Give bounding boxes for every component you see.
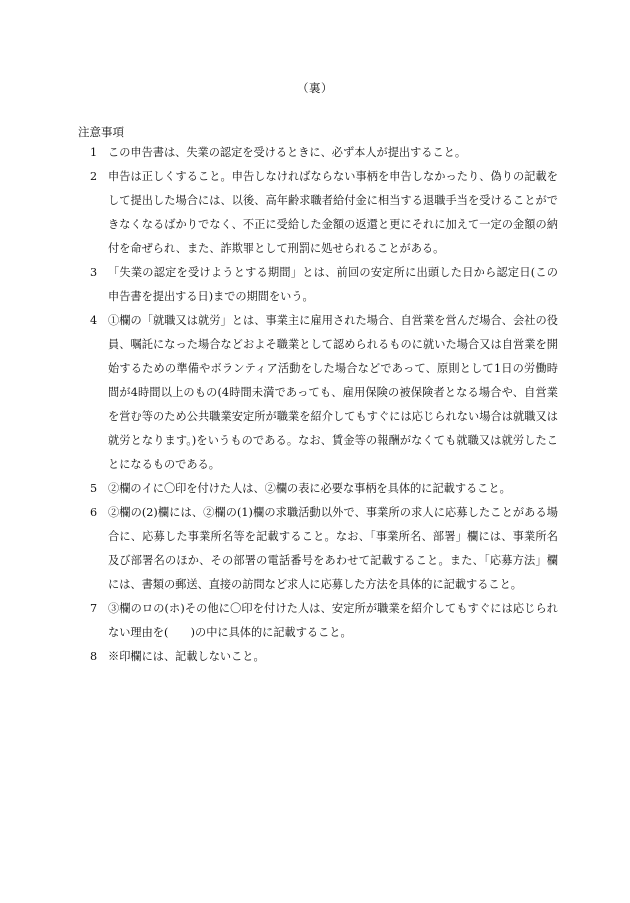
- note-text: 申告は正しくすること。申告しなければならない事柄を申告しなかったり、偽りの記載をして提出した場合には、以後、高年齢求職者給付金に相当する退職手当を受けることができなくなるばかりでなく、不正に受給した金額の返還と更にそれに加えて一定の金額の納付を命ぜられ、また、詐欺罪として刑罰に処せられることがある。: [108, 170, 558, 255]
- note-text: ②欄のイに〇印を付けた人は、②欄の表に必要な事柄を具体的に記載すること。: [108, 482, 511, 495]
- note-text: ①欄の「就職又は就労」とは、事業主に雇用された場合、自営業を営んだ場合、会社の役員、嘱託になった場合などおよそ職業として認められるものに就いた場合又は自営業を開始するための準備やボランティア活動をした場合などであって、原則として1日の労働時間が4時間以上のもの(4時間未満であっても、雇用保険の被保険者となる場合や、自営業を営む等のため公共職業安定所が職業を紹介してもすぐには応じられない場合は就職又は就労となります。)をいうものである。なお、賃金等の報酬がなくても就職又は就労したことになるものである。: [108, 314, 558, 471]
- notes-list: [90, 141, 558, 669]
- note-text: 「失業の認定を受けようとする期間」とは、前回の安定所に出頭した日から認定日(この申告書を提出する日)までの期間をいう。: [108, 266, 558, 303]
- note-number: 8: [90, 650, 98, 663]
- note-text: ③欄のロの(ホ)その他に〇印を付けた人は、安定所が職業を紹介してもすぐには応じられない理由を( )の中に具体的に記載すること。: [108, 602, 558, 639]
- note-item: [90, 645, 558, 669]
- note-number: 4: [90, 314, 98, 327]
- note-number: 7: [90, 602, 98, 615]
- note-item: [90, 477, 558, 501]
- note-item: [90, 309, 558, 477]
- note-number: 6: [90, 506, 98, 519]
- notes-heading: 注意事項: [78, 125, 124, 139]
- note-text: この申告書は、失業の認定を受けるときに、必ず本人が提出すること。: [108, 146, 467, 159]
- page-side-label: （裏）: [297, 81, 333, 95]
- note-item: [90, 261, 558, 309]
- note-item: [90, 165, 558, 261]
- note-number: 3: [90, 266, 98, 279]
- note-text: ②欄の(2)欄には、②欄の(1)欄の求職活動以外で、事業所の求人に応募したことがある場合に、応募した事業所名等を記載すること。なお、「事業所名、部署」欄には、事業所名及び部署名のほか、その部署の電話番号をあわせて記載すること。また、「応募方法」欄には、書類の郵送、直接の訪問など求人に応募した方法を具体的に記載すること。: [108, 506, 558, 591]
- note-item: [90, 501, 558, 597]
- note-item: [90, 141, 558, 165]
- note-number: 1: [90, 146, 98, 159]
- note-number: 2: [90, 170, 98, 183]
- note-text: ※印欄には、記載しないこと。: [108, 650, 265, 663]
- note-number: 5: [90, 482, 98, 495]
- note-item: [90, 597, 558, 645]
